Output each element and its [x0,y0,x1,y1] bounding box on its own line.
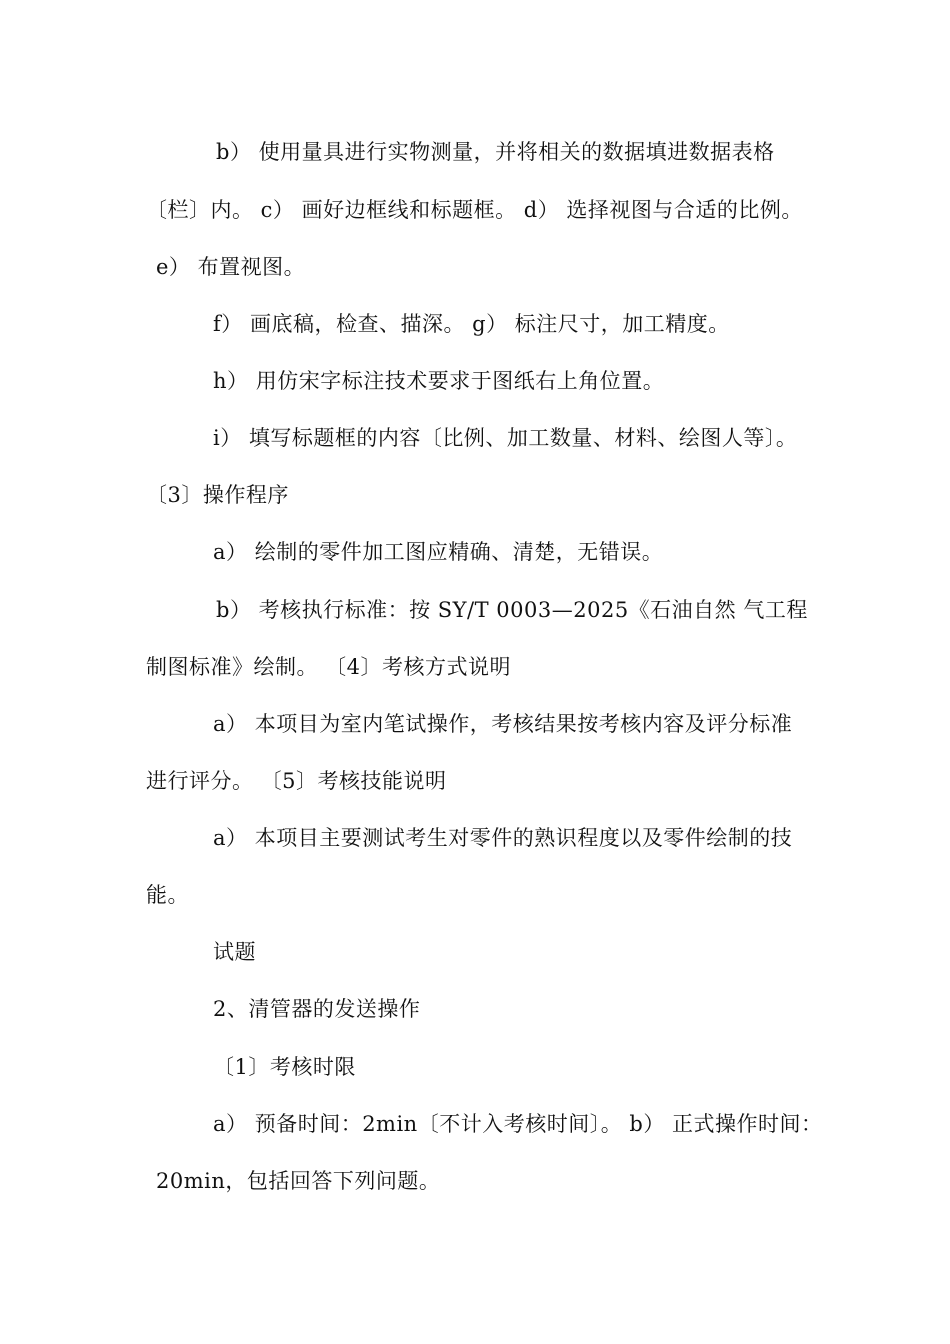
text-line: a） 绘制的零件加工图应精确、清楚，无错误。 [213,540,664,564]
text-line: 〔1〕考核时限 [213,1055,356,1079]
text-line: b） 考核执行标准：按 SY/T 0003—2025《石油自然 气工程 [216,598,808,622]
text-line: 〔栏〕内。 c） 画好边框线和标题框。 d） 选择视图与合适的比例。 [146,198,803,222]
section-heading: 试题 [213,940,256,964]
text-line: 能。 [146,883,189,907]
text-line: f） 画底稿，检查、描深。 g） 标注尺寸，加工精度。 [213,312,730,336]
text-line: h） 用仿宋字标注技术要求于图纸右上角位置。 [213,369,665,393]
text-line: 20min，包括回答下列问题。 [156,1169,441,1193]
text-line: 2、清管器的发送操作 [213,997,421,1021]
text-line: a） 本项目为室内笔试操作，考核结果按考核内容及评分标准 [213,712,793,736]
text-line: e） 布置视图。 [156,255,306,279]
text-line: i） 填写标题框的内容〔比例、加工数量、材料、绘图人等〕。 [213,426,798,450]
text-line: a） 预备时间：2min〔不计入考核时间〕。 b） 正式操作时间： [213,1112,823,1136]
text-line: 〔3〕操作程序 [146,483,289,507]
text-line: 进行评分。 〔5〕考核技能说明 [146,769,447,793]
text-line: a） 本项目主要测试考生对零件的熟识程度以及零件绘制的技 [213,826,793,850]
text-line: b） 使用量具进行实物测量，并将相关的数据填进数据表格 [216,140,775,164]
text-line: 制图标准》绘制。 〔4〕考核方式说明 [146,655,512,679]
